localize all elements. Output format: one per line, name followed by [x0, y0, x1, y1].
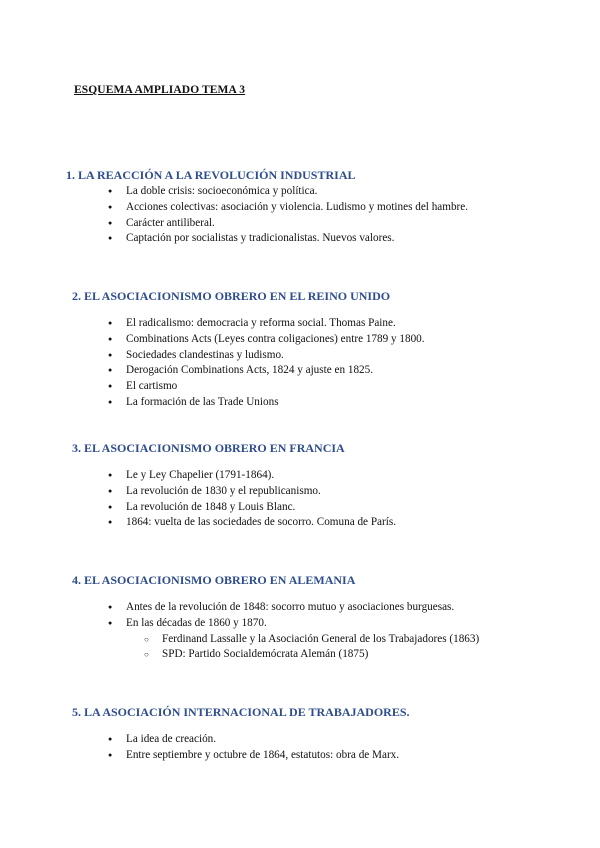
list-item-text: En las décadas de 1860 y 1870. [126, 616, 267, 629]
list-item: ● Acciones colectivas: asociación y violencia. Ludismo y motines del hambre. [126, 200, 468, 216]
list-item: ● Antes de la revolución de 1848: socorro mutuo y asociaciones burguesas. [126, 600, 479, 616]
list-item: ● La doble crisis: socioeconómica y política. [126, 184, 468, 200]
section-4-heading: 4. EL ASOCIACIONISMO OBRERO EN ALEMANIA [72, 573, 356, 587]
list-item: ● 1864: vuelta de las sociedades de socorro. Comuna de París. [126, 515, 396, 531]
sublist-item: ○ Ferdinand Lassalle y la Asociación General de los Trabajadores (1863) [162, 632, 479, 648]
list-item: ● La revolución de 1830 y el republicanismo. [126, 484, 396, 500]
section-3-list [126, 468, 396, 531]
document-title: ESQUEMA AMPLIADO TEMA 3 [74, 84, 246, 96]
list-item: ● El radicalismo: democracia y reforma social. Thomas Paine. [126, 316, 425, 332]
list-item: ● La formación de las Trade Unions [126, 395, 425, 411]
list-item: ● Combinations Acts (Leyes contra coligaciones) entre 1789 y 1800. [126, 332, 425, 348]
list-item: ● Entre septiembre y octubre de 1864, estatutos: obra de Marx. [126, 748, 399, 764]
section-5-list [126, 732, 399, 764]
list-item: ● La revolución de 1848 y Louis Blanc. [126, 500, 396, 516]
section-5-heading: 5. LA ASOCIACIÓN INTERNACIONAL DE TRABAJADORES. [72, 705, 410, 719]
list-item: ● Carácter antiliberal. [126, 216, 468, 232]
list-item: ● Le y Ley Chapelier (1791-1864). [126, 468, 396, 484]
list-item: ● Sociedades clandestinas y ludismo. [126, 348, 425, 364]
section-4-list [126, 600, 479, 663]
list-item [126, 616, 479, 663]
section-4-sublist [126, 632, 479, 664]
list-item: ● El cartismo [126, 379, 425, 395]
list-item: ● La idea de creación. [126, 732, 399, 748]
sublist-item: ○ SPD: Partido Socialdemócrata Alemán (1875) [162, 647, 479, 663]
section-1-list [126, 184, 468, 247]
section-1-heading: 1. LA REACCIÓN A LA REVOLUCIÓN INDUSTRIAL [66, 168, 356, 182]
list-item: ● Captación por socialistas y tradicionalistas. Nuevos valores. [126, 231, 468, 247]
section-2-list [126, 316, 425, 411]
section-2-heading: 2. EL ASOCIACIONISMO OBRERO EN EL REINO UNIDO [72, 289, 391, 303]
list-item: ● Derogación Combinations Acts, 1824 y ajuste en 1825. [126, 363, 425, 379]
section-3-heading: 3. EL ASOCIACIONISMO OBRERO EN FRANCIA [72, 441, 345, 455]
